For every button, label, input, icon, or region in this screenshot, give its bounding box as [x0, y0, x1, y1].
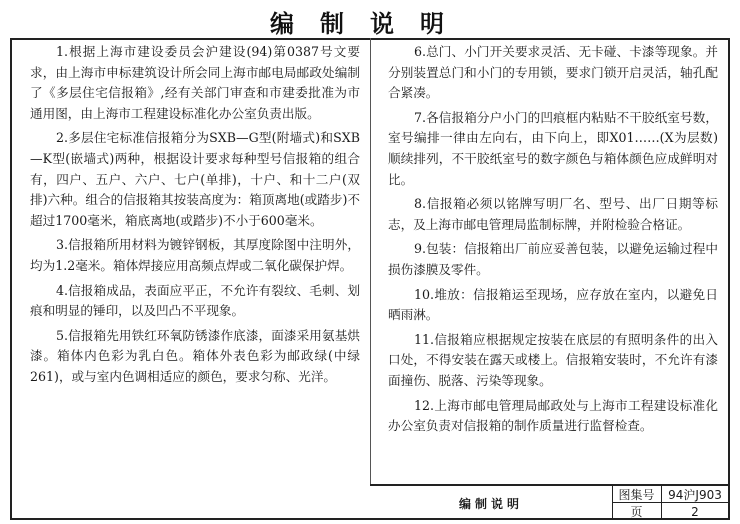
paragraph-1: 1.根据上海市建设委员会沪建设(94)第0387号文要求，由上海市申标建筑设计所会同上海市邮电局邮政处编制了《多层住宅信报箱》,经有关部门审查和市建委批准为市通用图，由上海市工程建设标准化办公室负责出版。: [30, 44, 360, 121]
paragraph-6: 6.总门、小门开关要求灵活、无卡碰、卡漆等现象。并分别装置总门和小门的专用锁，要求门锁开启灵活，轴孔配合紧凑。: [388, 44, 718, 101]
paragraph-10: 10.堆放：信报箱运至现场，应存放在室内，以避免日晒雨淋。: [388, 286, 718, 323]
paragraph-2: 2.多层住宅标准信报箱分为SXB—G型(附墙式)和SXB—K型(嵌墙式)两种，根据设计要求每种型号信报箱的组合有，四户、五户、六户、七户(单排)，十户、和十二户(双排)六种。组合的信报箱其按装高度为：箱顶离地(或踏步)不超过1700毫米，箱底离地(或踏步)不小于600毫米。: [30, 130, 360, 228]
paragraph-7: 7.各信报箱分户小门的凹痕框内粘贴不干胶纸室号数，室号编排一律由左向右，由下向上，即X01……(X为层数)顺续排列，不干胶纸室号的数字颜色与箱体颜色应成鲜明对比。: [388, 109, 718, 187]
page-label: 页: [612, 503, 662, 520]
paragraph-4: 4.信报箱成品，表面应平正，不允许有裂纹、毛刺、划痕和明显的锤印，以及凹凸不平现象。: [30, 282, 360, 319]
paragraph-8: 8.信报箱必须以铭牌写明厂名、型号、出厂日期等标志，及上海市邮电管理局监制标牌，并附检验合格证。: [388, 196, 718, 232]
atlas-number-value: 94沪J903: [662, 486, 728, 503]
page-number: 2: [691, 504, 699, 519]
paragraph-11: 11.信报箱应根据规定按装在底层的有照明条件的出入口处，不得安装在露天或楼上。信报箱安装时，不允许有漆面撞伤、脱落、污染等现象。: [388, 331, 718, 388]
left-column: [30, 42, 360, 392]
title-block-name: 编制说明: [370, 486, 613, 520]
page-title: 编制说明: [270, 10, 470, 38]
title-block: [370, 484, 730, 520]
paragraph-5: 5.信报箱先用铁红环氧防锈漆作底漆，面漆采用氨基烘漆。箱体内色彩为乳白色。箱体外表色彩为邮政绿(中绿261)，或与室内色调相适应的颜色，要求匀称、光洋。: [30, 327, 360, 384]
atlas-number-label: 图集号: [612, 486, 662, 503]
column-divider: [370, 38, 371, 484]
paragraph-12: 12.上海市邮电管理局邮政处与上海市工程建设标准化办公室负责对信报箱的制作质量进行监督检查。: [388, 397, 718, 434]
right-column: [388, 42, 718, 441]
paragraph-3: 3.信报箱所用材料为镀锌钢板，其厚度除图中注明外，均为1.2毫米。箱体焊接应用高频点焊或二氧化碳保护焊。: [30, 237, 360, 273]
paragraph-9: 9.包装：信报箱出厂前应妥善包装，以避免运输过程中损伤漆膜及零件。: [388, 241, 718, 277]
